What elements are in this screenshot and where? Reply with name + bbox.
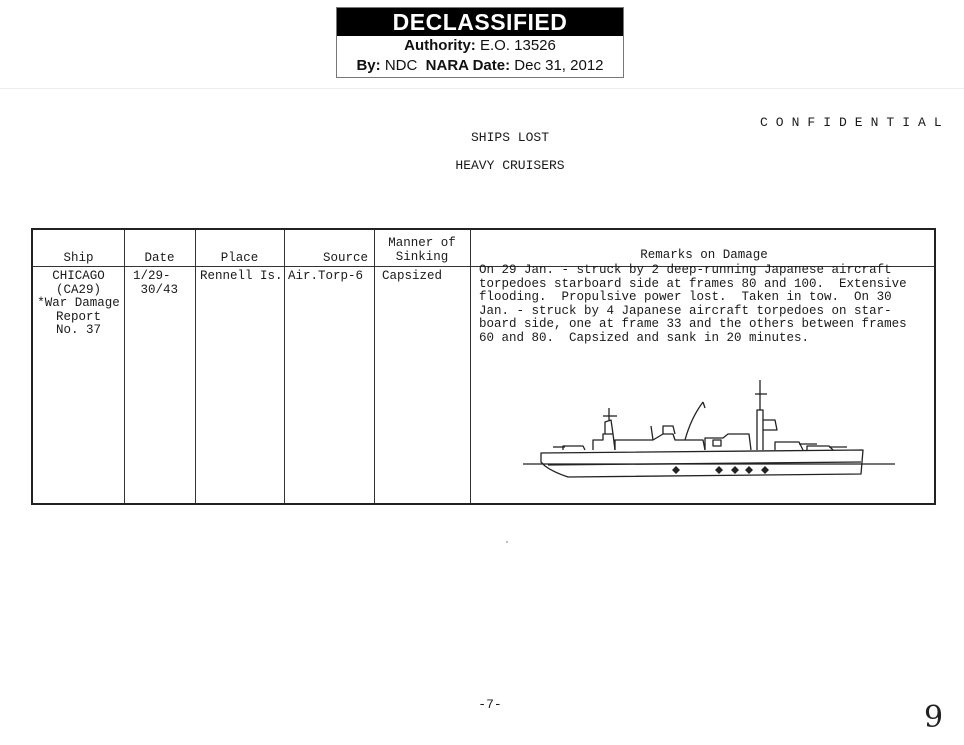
header-ship: Ship <box>63 251 94 265</box>
header-manner-of-sinking: Manner of Sinking <box>388 236 456 264</box>
torpedo-hit-markers <box>672 466 769 474</box>
stamp-authority-label: Authority: <box>404 37 476 54</box>
column-divider <box>195 230 196 503</box>
stamp-by-label: By: <box>356 57 381 74</box>
torpedo-hit-marker <box>731 466 739 474</box>
header-date: Date <box>144 251 175 265</box>
remarks-cell: On 29 Jan. - struck by 2 deep-running Japanese aircraft torpedoes starboard side at frames 80 and 100. Extensive flooding. Propulsive power lost. Taken in tow. On 30 Jan. - struck by 4 Japanese aircraft torpedoes on star- board side, one at frame 33 and the others between frames 60 and 80. Capsized and sank in 20 minutes. <box>479 263 907 345</box>
header-place: Place <box>220 251 259 265</box>
scan-edge-line <box>0 88 964 89</box>
place-cell: Rennell Is. <box>200 269 283 283</box>
classification-marking: CONFIDENTIAL <box>760 115 950 130</box>
column-divider <box>374 230 375 503</box>
manner-cell: Capsized <box>382 269 443 283</box>
stamp-nara-label: NARA Date: <box>425 57 511 74</box>
stamp-nara-value: Dec 31, 2012 <box>514 57 604 74</box>
column-divider <box>470 230 471 503</box>
header-remarks: Remarks on Damage <box>640 248 768 262</box>
torpedo-hit-marker <box>761 466 769 474</box>
declassified-stamp <box>336 7 624 78</box>
torpedo-hit-marker <box>672 466 680 474</box>
stamp-authority-line <box>337 36 623 56</box>
page-number: -7- <box>478 697 502 712</box>
handwritten-page-number: 9 <box>924 700 944 735</box>
torpedo-hit-marker <box>745 466 753 474</box>
stamp-title: DECLASSIFIED <box>337 8 623 36</box>
page-subtitle: HEAVY CRUISERS <box>455 158 565 173</box>
stamp-authority-value: E.O. 13526 <box>479 37 556 54</box>
header-source: Source <box>322 251 368 265</box>
cruiser-profile-drawing <box>523 370 899 480</box>
torpedo-hit-marker <box>715 466 723 474</box>
source-cell: Air.Torp-6 <box>288 269 364 283</box>
column-divider <box>124 230 125 503</box>
ships-lost-table <box>31 228 936 505</box>
stamp-by-line <box>337 56 623 76</box>
stamp-by-value: NDC <box>384 57 418 74</box>
column-divider <box>284 230 285 503</box>
date-cell: 1/29- 30/43 <box>133 269 179 297</box>
ship-name-cell: CHICAGO (CA29) *War Damage Report No. 37 <box>37 269 120 337</box>
scan-speck <box>506 541 508 543</box>
page-title: SHIPS LOST <box>470 130 549 145</box>
